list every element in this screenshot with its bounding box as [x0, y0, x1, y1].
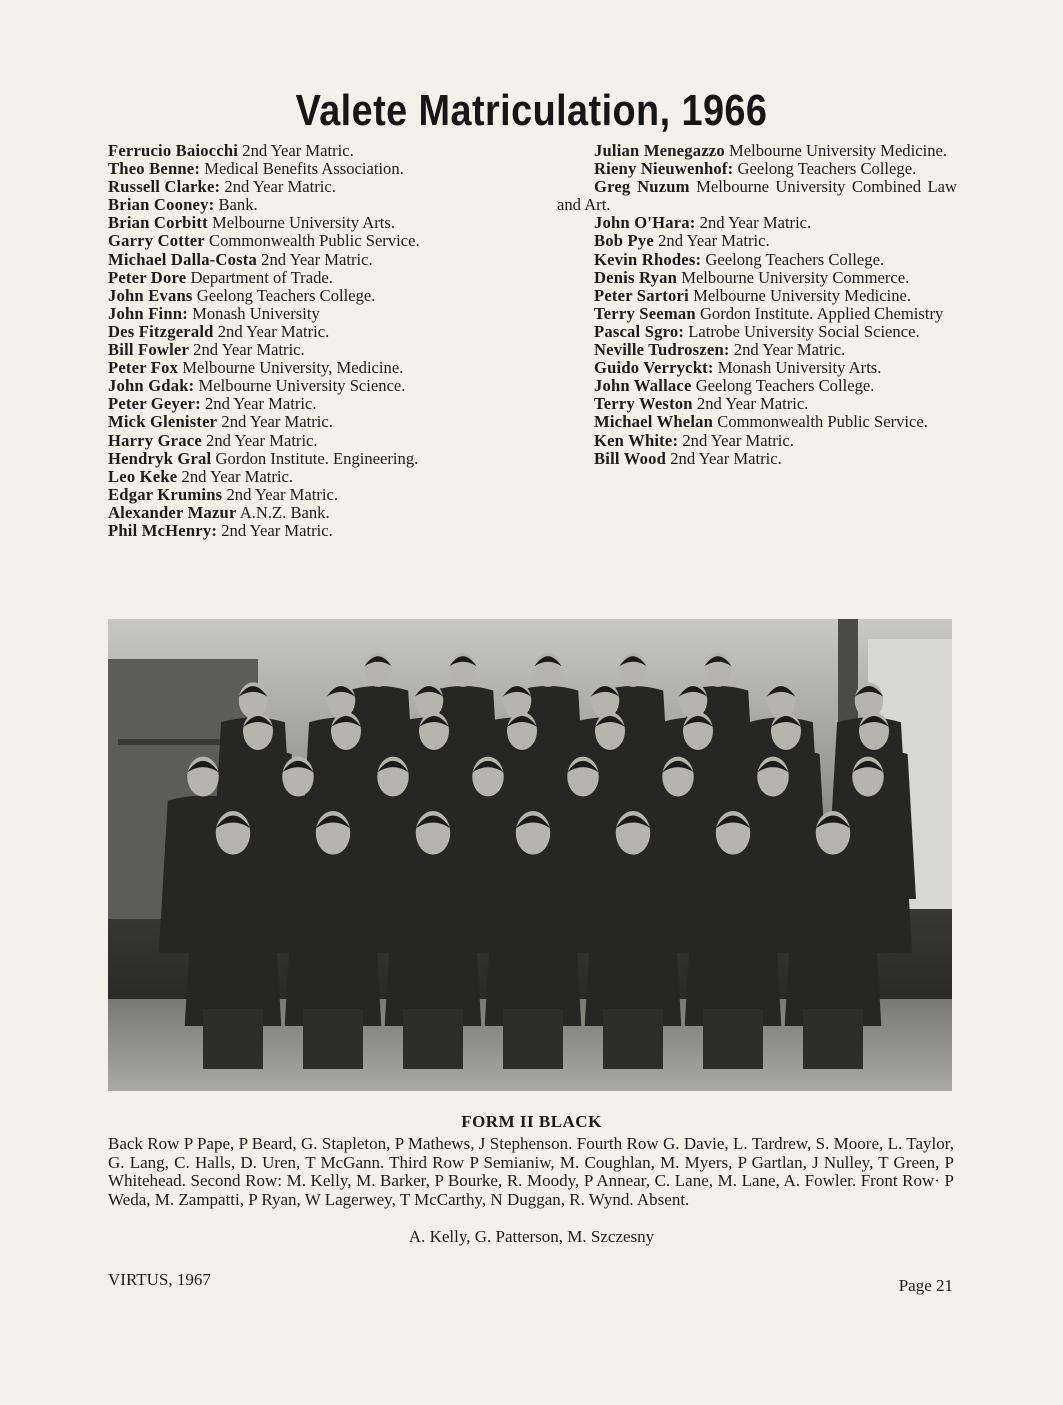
- photo-caption-body: Back Row P Pape, P Beard, G. Stapleton, P Mathews, J Stephenson. Fourth Row G. Davie, L. Tardrew, S. Moore, L. Taylor, G. Lang, C. Halls, D. Uren, T McGann. Third Row P Semianiw, M. Coughlan, M. Myers, P Gartlan, J Nulley, T Green, P Whitehead. Second Row: M. Kelly, M. Barker, P Bourke, R. Moody, P Annear, C. Lane, M. Lane, A. Fowler. Front Row· P Weda, M. Zampatti, P Ryan, W Lagerwey, T McCarthy, N Duggan, R. Wynd. Absent.: [108, 1134, 954, 1209]
- destination-text: Melbourne University, Medicine.: [182, 358, 404, 378]
- valete-entry: [108, 395, 508, 413]
- destination-text: 2nd Year Matric.: [242, 141, 354, 160]
- destination-text: Gordon Institute. Engineering.: [215, 448, 419, 468]
- publication-footer: VIRTUS, 1967: [108, 1270, 211, 1289]
- valete-entry: [108, 522, 508, 540]
- student-name: Bob Pye: [594, 231, 654, 251]
- student-name: Kevin Rhodes:: [594, 249, 702, 269]
- student-legs: [303, 1009, 363, 1069]
- destination-text: Latrobe University Social Science.: [688, 321, 920, 341]
- student-name: Hendryk Gral: [108, 448, 212, 468]
- student-name: Des Fitzgerald: [108, 321, 214, 341]
- student-figure: [785, 854, 882, 1027]
- valete-entry: [557, 178, 957, 214]
- student-figure: [485, 854, 582, 1027]
- valete-entry: [557, 305, 957, 323]
- valete-entry: [108, 468, 508, 486]
- student-name: Bill Wood: [594, 448, 667, 468]
- student-figure: [285, 854, 382, 1027]
- valete-entry: [557, 214, 957, 232]
- valete-entry: [557, 359, 957, 377]
- student-name: Rieny Nieuwenhof:: [594, 159, 734, 179]
- student-figure: [585, 854, 682, 1027]
- valete-entry: [557, 269, 957, 287]
- destination-text: 2nd Year Matric.: [224, 177, 336, 197]
- destination-text: Monash University Arts.: [717, 358, 882, 378]
- student-name: Leo Keke: [108, 466, 178, 486]
- valete-entry: [108, 232, 508, 250]
- valete-entry: [557, 287, 957, 305]
- student-name: Peter Fox: [108, 358, 179, 378]
- student-name: Neville Tudroszen:: [594, 340, 730, 360]
- valete-entry: [557, 142, 957, 160]
- student-name: Bill Fowler: [108, 340, 190, 360]
- student-name: Brian Corbitt: [108, 213, 208, 233]
- valete-entry: [108, 341, 508, 359]
- destination-text: 2nd Year Matric.: [658, 231, 770, 251]
- valete-entry: [557, 395, 957, 413]
- student-legs: [503, 1009, 563, 1069]
- valete-entry: [108, 359, 508, 377]
- valete-entry: [108, 287, 508, 305]
- destination-text: 2nd Year Matric.: [217, 321, 330, 341]
- student-name: Peter Geyer:: [108, 394, 201, 414]
- student-name: Peter Dore: [108, 267, 187, 287]
- student-name: Terry Weston: [594, 394, 693, 414]
- photo-illustration: [108, 619, 952, 1091]
- student-name: Edgar Krumins: [108, 484, 223, 504]
- student-name: Guido Verryckt:: [594, 358, 714, 378]
- valete-entry: [108, 413, 508, 431]
- valete-entry: [108, 323, 508, 341]
- destination-text: Geelong Teachers College.: [695, 376, 875, 396]
- valete-entry: [557, 341, 957, 359]
- photo-caption-title: FORM II BLACK: [461, 1112, 602, 1131]
- destination-text: 2nd Year Matric.: [221, 520, 333, 540]
- destination-text: Medical Benefits Association.: [204, 159, 404, 179]
- destination-text: 2nd Year Matric.: [205, 394, 317, 414]
- student-legs: [703, 1009, 763, 1069]
- left-column: [108, 142, 508, 540]
- destination-text: Department of Trade.: [190, 267, 333, 287]
- valete-entry: [108, 269, 508, 287]
- valete-entry: [557, 450, 957, 468]
- destination-text: Commonwealth Public Service.: [209, 231, 420, 251]
- destination-text: Commonwealth Public Service.: [717, 412, 928, 432]
- valete-entry: [108, 142, 508, 160]
- destination-text: Geelong Teachers College.: [737, 159, 917, 179]
- class-group-photo: [108, 619, 952, 1091]
- student-name: Ken White:: [594, 430, 679, 450]
- student-name: Harry Grace: [108, 430, 202, 450]
- student-name: Pascal Sgro:: [594, 321, 685, 341]
- valete-entry: [108, 305, 508, 323]
- student-name: Julian Menegazzo: [594, 141, 725, 160]
- destination-text: 2nd Year Matric.: [206, 430, 318, 450]
- destination-text: 2nd Year Matric.: [733, 340, 846, 360]
- student-name: Alexander Mazur: [108, 502, 237, 522]
- valete-entry: [108, 432, 508, 450]
- destination-text: 2nd Year Matric.: [221, 412, 333, 432]
- student-name: Michael Whelan: [594, 412, 714, 432]
- student-name: Michael Dalla-Costa: [108, 249, 257, 269]
- valete-entry: [108, 450, 508, 468]
- valete-entry: [557, 413, 957, 431]
- page-number: Page 21: [898, 1276, 953, 1295]
- destination-text: 2nd Year Matric.: [670, 448, 782, 468]
- student-name: Russell Clarke:: [108, 177, 221, 197]
- valete-entry: [108, 504, 508, 522]
- destination-text: Monash University: [192, 303, 320, 323]
- destination-text: Bank.: [218, 195, 258, 215]
- student-name: John O'Hara:: [594, 213, 696, 233]
- student-name: John Wallace: [594, 376, 692, 396]
- destination-text: 2nd Year Matric.: [682, 430, 794, 450]
- destination-text: 2nd Year Matric.: [193, 340, 305, 360]
- destination-text: Melbourne University Science.: [198, 376, 406, 396]
- valete-entry: [108, 160, 508, 178]
- destination-text: 2nd Year Matric.: [261, 249, 373, 269]
- student-name: John Finn:: [108, 303, 188, 323]
- student-name: Ferrucio Baiocchi: [108, 141, 239, 160]
- student-name: Theo Benne:: [108, 159, 201, 179]
- valete-entry: [557, 160, 957, 178]
- student-name: Peter Sartori: [594, 285, 689, 305]
- destination-text: 2nd Year Matric.: [699, 213, 812, 233]
- student-name: Phil McHenry:: [108, 520, 218, 540]
- student-legs: [203, 1009, 263, 1069]
- destination-text: 2nd Year Matric.: [226, 484, 339, 504]
- destination-text: Geelong Teachers College.: [705, 249, 885, 269]
- student-figure: [685, 854, 782, 1027]
- valete-entry: [108, 251, 508, 269]
- student-figure: [385, 854, 482, 1027]
- student-name: John Gdak:: [108, 376, 195, 396]
- student-name: Greg Nuzum: [594, 177, 690, 197]
- student-figure: [185, 854, 282, 1027]
- destination-text: Melbourne University Combined Law and Art.: [557, 177, 957, 215]
- student-legs: [603, 1009, 663, 1069]
- student-name: Terry Seeman: [594, 303, 696, 323]
- valete-entry: [557, 232, 957, 250]
- valete-entry: [557, 251, 957, 269]
- valete-entry: [108, 377, 508, 395]
- destination-text: Melbourne University Commerce.: [681, 267, 910, 287]
- right-column: [557, 142, 957, 468]
- valete-entry: [108, 178, 508, 196]
- valete-entry: [108, 486, 508, 504]
- valete-entry: [108, 214, 508, 232]
- student-name: Brian Cooney:: [108, 195, 215, 215]
- valete-entry: [557, 432, 957, 450]
- student-name: John Evans: [108, 285, 193, 305]
- student-legs: [403, 1009, 463, 1069]
- student-legs: [803, 1009, 863, 1069]
- destination-text: A.N.Z. Bank.: [239, 502, 330, 522]
- student-name: Mick Glenister: [108, 412, 218, 432]
- photo-caption-absent-names: A. Kelly, G. Patterson, M. Szczesny: [408, 1227, 655, 1246]
- destination-text: 2nd Year Matric.: [696, 394, 809, 414]
- student-name: Denis Ryan: [594, 267, 678, 287]
- destination-text: Melbourne University Arts.: [212, 213, 395, 233]
- valete-entry: [557, 377, 957, 395]
- destination-text: Geelong Teachers College.: [196, 285, 376, 305]
- valete-entry: [108, 196, 508, 214]
- student-name: Garry Cotter: [108, 231, 205, 251]
- destination-text: 2nd Year Matric.: [181, 466, 294, 486]
- destination-text: Gordon Institute. Applied Chemistry: [699, 303, 944, 323]
- destination-text: Melbourne University Medicine.: [693, 285, 912, 305]
- page-title: Valete Matriculation, 1966: [295, 86, 768, 135]
- valete-entry: [557, 323, 957, 341]
- destination-text: Melbourne University Medicine.: [729, 141, 948, 160]
